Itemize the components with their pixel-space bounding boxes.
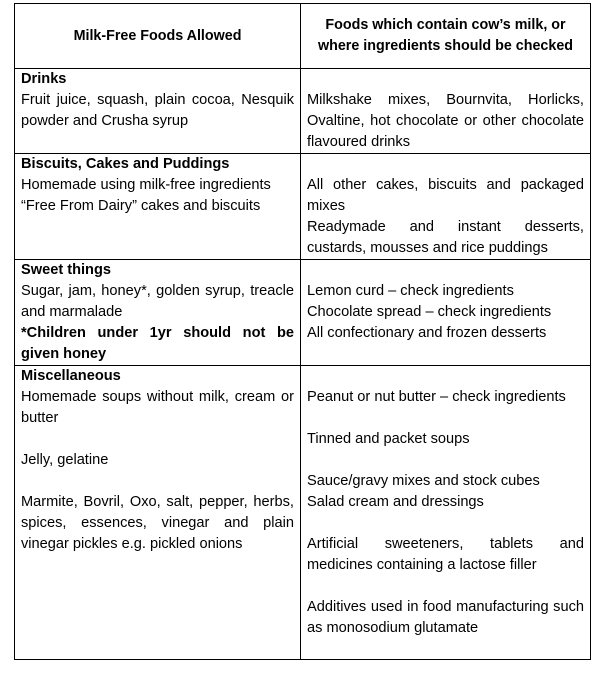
list-item: Jelly, gelatine: [21, 452, 109, 468]
allowed-cell: [15, 154, 301, 260]
list-item: “Free From Dairy” cakes and biscuits: [21, 198, 261, 214]
check-cell: [301, 154, 591, 260]
list-item: Homemade using milk-free ingredients: [21, 177, 271, 193]
list-item: Sugar, jam, honey*, golden syrup, treacle and marmalade: [21, 283, 294, 320]
allowed-cell: [15, 260, 301, 366]
header-row: [15, 4, 591, 69]
table-row: [15, 260, 591, 366]
header-allowed: Milk-Free Foods Allowed: [15, 4, 301, 69]
allowed-cell: [15, 366, 301, 660]
list-item: Salad cream and dressings: [307, 494, 484, 510]
list-item: Artificial sweeteners, tablets and medicines containing a lactose filler: [307, 536, 584, 573]
list-item: Milkshake mixes, Bournvita, Horlicks, Ovaltine, hot chocolate or other chocolate flavoured drinks: [307, 92, 584, 150]
section-title: Miscellaneous: [21, 368, 121, 384]
list-item: Additives used in food manufacturing such as monosodium glutamate: [307, 599, 584, 636]
list-item: Tinned and packet soups: [307, 431, 470, 447]
list-item: Readymade and instant desserts, custards, mousses and rice puddings: [307, 219, 584, 256]
list-item: Chocolate spread – check ingredients: [307, 304, 552, 320]
header-check: Foods which contain cow’s milk, or where ingredients should be checked: [301, 4, 591, 69]
list-item: Lemon curd – check ingredients: [307, 283, 514, 299]
check-cell: [301, 260, 591, 366]
milk-free-foods-table: [14, 3, 591, 660]
honey-note: *Children under 1yr should not be given honey: [21, 325, 294, 362]
table-row: [15, 366, 591, 660]
list-item: Peanut or nut butter – check ingredients: [307, 389, 566, 405]
list-item: All confectionary and frozen desserts: [307, 325, 547, 341]
check-cell: [301, 366, 591, 660]
list-item: All other cakes, biscuits and packaged mixes: [307, 177, 584, 214]
list-item: Fruit juice, squash, plain cocoa, Nesquik powder and Crusha syrup: [21, 92, 294, 129]
table-row: [15, 69, 591, 154]
list-item: Marmite, Bovril, Oxo, salt, pepper, herbs, spices, essences, vinegar and plain vinegar pickles e.g. pickled onions: [21, 494, 294, 552]
section-title: Biscuits, Cakes and Puddings: [21, 156, 230, 172]
allowed-cell: [15, 69, 301, 154]
list-item: Homemade soups without milk, cream or butter: [21, 389, 294, 426]
table-row: [15, 154, 591, 260]
check-cell: [301, 69, 591, 154]
section-title: Sweet things: [21, 262, 112, 278]
section-title: Drinks: [21, 71, 67, 87]
list-item: Sauce/gravy mixes and stock cubes: [307, 473, 540, 489]
